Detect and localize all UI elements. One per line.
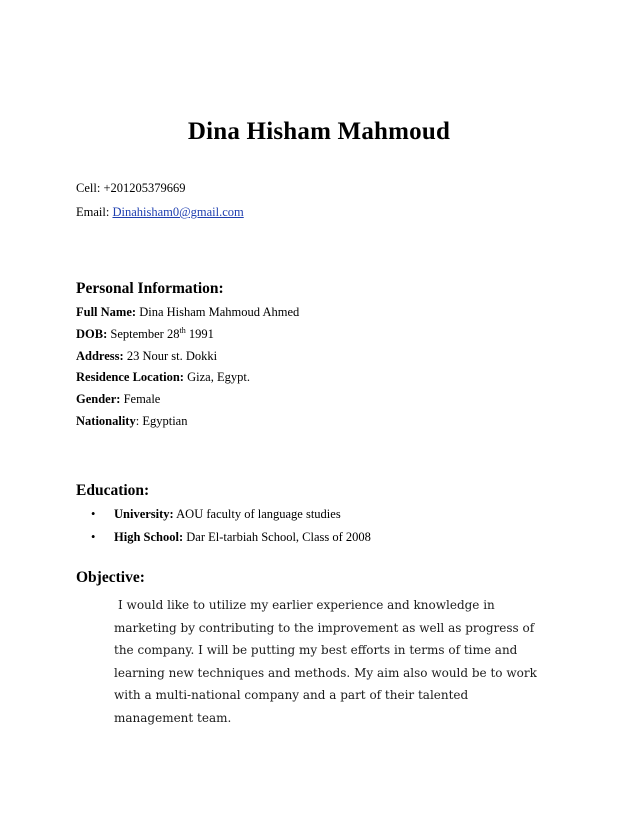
education-heading: Education:	[76, 482, 150, 499]
dob-field	[76, 327, 214, 342]
email-line	[76, 205, 244, 220]
email-link[interactable]: Dinahisham0@gmail.com	[112, 205, 244, 219]
bullet-icon: •	[91, 530, 96, 544]
objective-text: I would like to utilize my earlier experience and knowledge in marketing by contributing to the improvement as well as progress of the company. I will be putting my best efforts in terms of time and learning new techniques and methods. My aim also would be to work with a multi-national company and a part of their talented management team.	[114, 598, 537, 725]
university-value: AOU faculty of language studies	[176, 507, 341, 521]
cell-label: Cell:	[76, 181, 101, 195]
nationality-value: : Egyptian	[135, 414, 188, 428]
residence-label: Residence Location:	[76, 370, 184, 384]
gender-field	[76, 392, 160, 407]
cell-line	[76, 181, 186, 196]
address-label: Address:	[76, 349, 124, 363]
dob-label: DOB:	[76, 327, 108, 341]
dob-value	[110, 327, 213, 341]
nationality-label: Nationality	[76, 414, 136, 428]
dob-value-pre: September 28	[110, 327, 180, 341]
address-value: 23 Nour st. Dokki	[126, 349, 218, 363]
high-school-label: High School:	[114, 530, 184, 544]
objective-heading: Objective:	[76, 569, 145, 586]
high-school-value: Dar El-tarbiah School, Class of 2008	[186, 530, 371, 544]
objective-paragraph	[114, 594, 546, 729]
gender-label: Gender:	[76, 392, 121, 406]
gender-value: Female	[123, 392, 161, 406]
email-label: Email:	[76, 205, 110, 219]
full-name-value: Dina Hisham Mahmoud Ahmed	[139, 305, 300, 319]
cell-value: +201205379669	[103, 181, 186, 195]
education-item-university	[114, 507, 341, 522]
nationality-field	[76, 414, 187, 429]
dob-year: 1991	[185, 327, 214, 341]
address-field	[76, 349, 217, 364]
dob-ordinal: th	[179, 325, 186, 335]
full-name-field	[76, 305, 299, 320]
personal-info-heading: Personal Information:	[76, 280, 224, 297]
residence-field	[76, 370, 250, 385]
residence-value: Giza, Egypt.	[187, 370, 250, 384]
applicant-name: Dina Hisham Mahmoud	[187, 118, 451, 145]
university-label: University:	[114, 507, 174, 521]
full-name-label: Full Name:	[76, 305, 137, 319]
bullet-icon: •	[91, 507, 96, 521]
education-item-high-school	[114, 530, 371, 545]
